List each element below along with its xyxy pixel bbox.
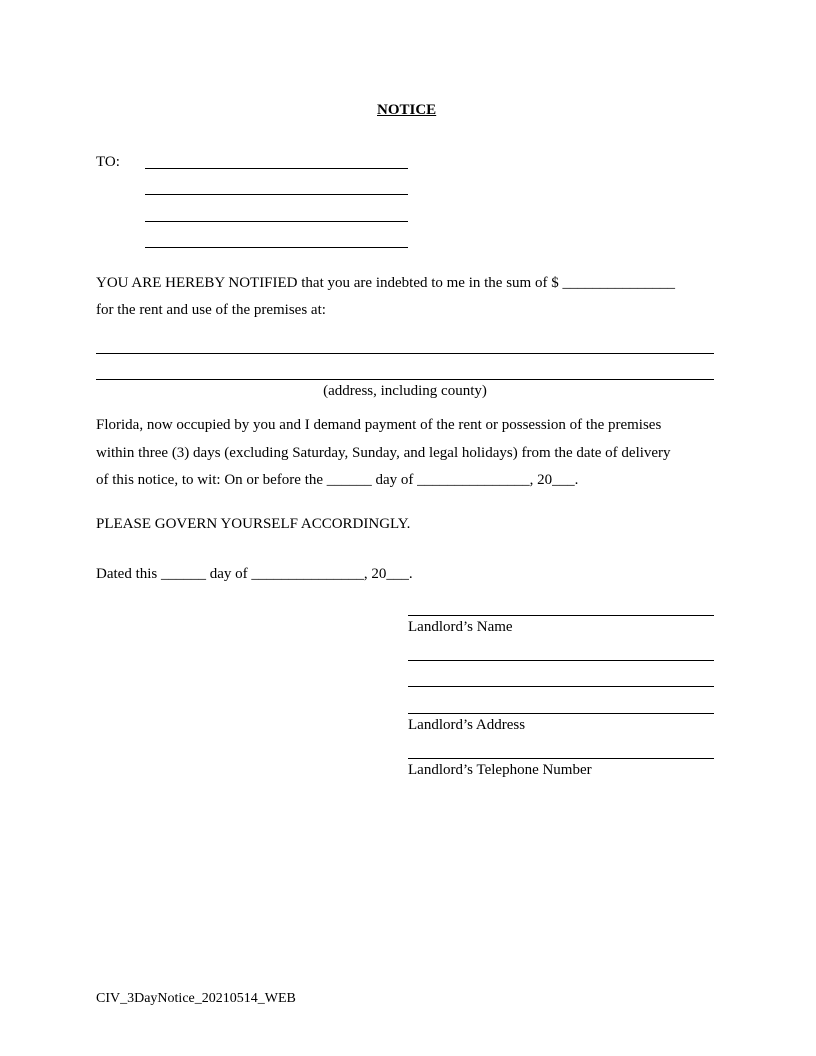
- landlord-name-label: Landlord’s Name: [408, 619, 513, 635]
- landlord-address-line-3[interactable]: [408, 713, 714, 714]
- to-line-2[interactable]: [145, 194, 408, 195]
- demand-line-2: within three (3) days (excluding Saturday, Sunday, and legal holidays) from the date of delivery: [96, 445, 671, 461]
- govern-statement: PLEASE GOVERN YOURSELF ACCORDINGLY.: [96, 516, 411, 532]
- address-line-1[interactable]: [96, 353, 714, 354]
- demand-line-1: Florida, now occupied by you and I demand payment of the rent or possession of the premises: [96, 417, 662, 433]
- notice-line-2: for the rent and use of the premises at:: [96, 302, 326, 318]
- address-line-2[interactable]: [96, 379, 714, 380]
- demand-line-3: of this notice, to wit: On or before the ______ day of _______________, 20___.: [96, 472, 579, 488]
- landlord-address-line-1[interactable]: [408, 660, 714, 661]
- landlord-phone-label: Landlord’s Telephone Number: [408, 762, 592, 778]
- page-title: NOTICE: [377, 102, 437, 118]
- landlord-phone-line[interactable]: [408, 758, 714, 759]
- to-line-3[interactable]: [145, 221, 408, 222]
- landlord-address-label: Landlord’s Address: [408, 717, 526, 733]
- dated-line: Dated this ______ day of _______________, 20___.: [96, 566, 413, 582]
- footer-form-code: CIV_3DayNotice_20210514_WEB: [96, 991, 296, 1006]
- to-line-4[interactable]: [145, 247, 408, 248]
- landlord-name-line[interactable]: [408, 615, 714, 616]
- to-line-1[interactable]: [145, 168, 408, 169]
- to-label: TO:: [96, 154, 120, 170]
- address-caption: (address, including county): [323, 383, 487, 399]
- notice-line-1: YOU ARE HEREBY NOTIFIED that you are indebted to me in the sum of $ _______________: [96, 275, 675, 291]
- landlord-address-line-2[interactable]: [408, 686, 714, 687]
